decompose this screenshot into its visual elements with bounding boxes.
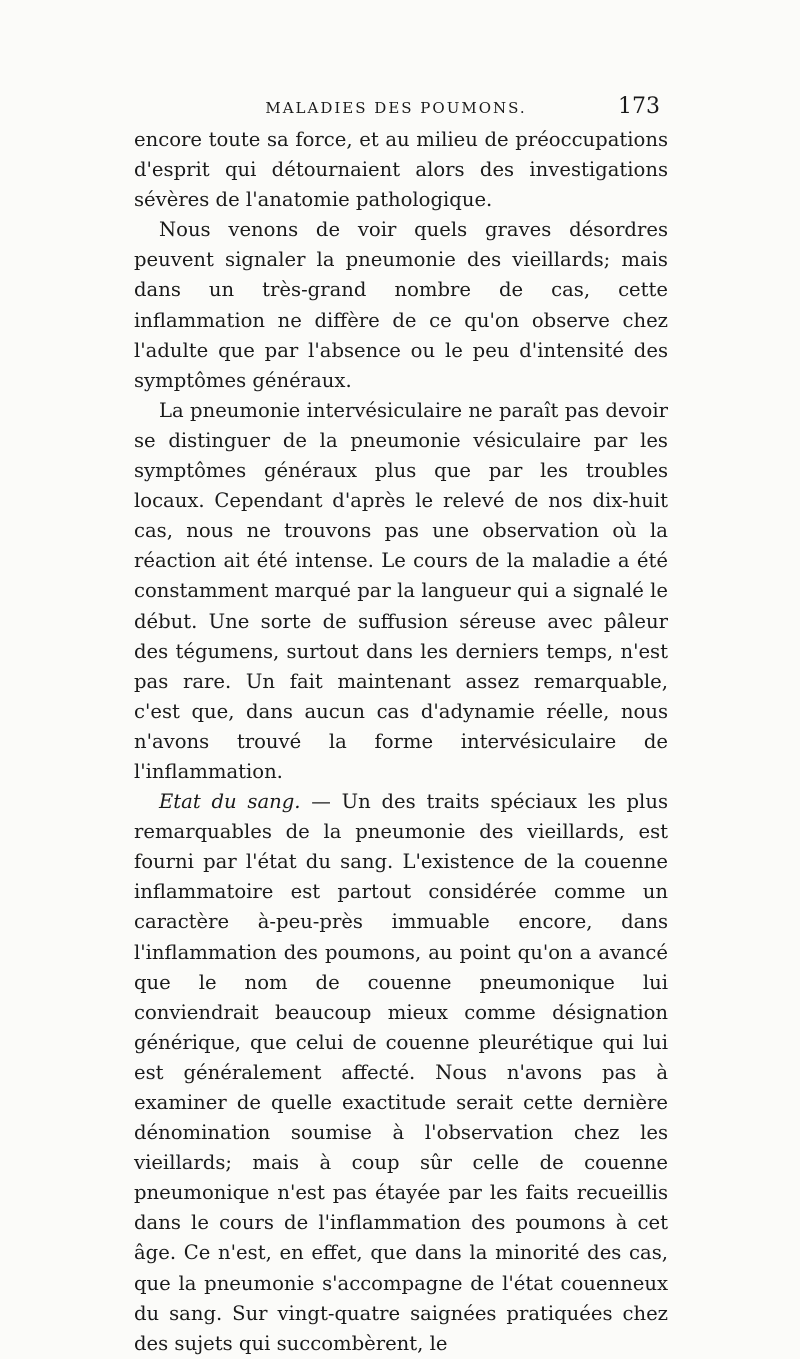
running-head [140,94,660,128]
page-number: 173 [618,94,660,119]
section-heading: Etat du sang. [159,790,301,814]
paragraph-text: Nous venons de voir quels graves désordres peuvent signaler la pneumonie des vieillards; mais dans un très-grand nombre de cas, cette inflammation ne diffère de ce qu'on observe chez l'adulte que par l'absence ou le peu d'intensité des symptômes généraux. [134,218,668,392]
body-text [134,125,668,1359]
paragraph-text: encore toute sa force, et au milieu de préoccupations d'esprit qui détournaient alors des investigations sévères de l'anatomie pathologique. [134,128,668,212]
running-title: MALADIES DES POUMONS. [265,99,527,117]
paragraph-intervesicular [134,396,668,787]
paragraph-text: — Un des traits spéciaux les plus remarquables de la pneumonie des vieillards, est fourni par l'état du sang. L'existence de la couenne inflammatoire est partout considérée comme un caractère à-peu-près immuable encore, dans l'inflammation des poumons, au point qu'on a avancé que le nom de couenne pneumonique lui conviendrait beaucoup mieux comme désignation générique, que celui de couenne pleurétique qui lui est généralement affecté. Nous n'avons pas à examiner de quelle exactitude serait cette dernière dénomination soumise à l'observation chez les vieillards; mais à coup sûr celle de couenne pneumonique n'est pas étayée par les faits recueillis dans le cours de l'inflammation des poumons à cet âge. Ce n'est, en effet, que dans la minorité des cas, que la pneumonie s'accompagne de l'état couenneux du sang. Sur vingt-quatre saignées pratiquées chez des sujets qui succombèrent, le [134,790,668,1355]
paragraph-symptoms [134,215,668,396]
paragraph-text: La pneumonie intervésiculaire ne paraît pas devoir se distinguer de la pneumonie vésiculaire par les symptômes généraux plus que par les troubles locaux. Cependant d'après le relevé de nos dix-huit cas, nous ne trouvons pas une observation où la réaction ait été intense. Le cours de la maladie a été constamment marqué par la langueur qui a signalé le début. Une sorte de suffusion séreuse avec pâleur des tégumens, surtout dans les derniers temps, n'est pas rare. Un fait maintenant assez remarquable, c'est que, dans aucun cas d'adynamie réelle, nous n'avons trouvé la forme intervésiculaire de l'inflammation. [134,398,668,783]
paragraph-blood-state [134,787,668,1359]
paragraph-continuation [134,125,668,215]
